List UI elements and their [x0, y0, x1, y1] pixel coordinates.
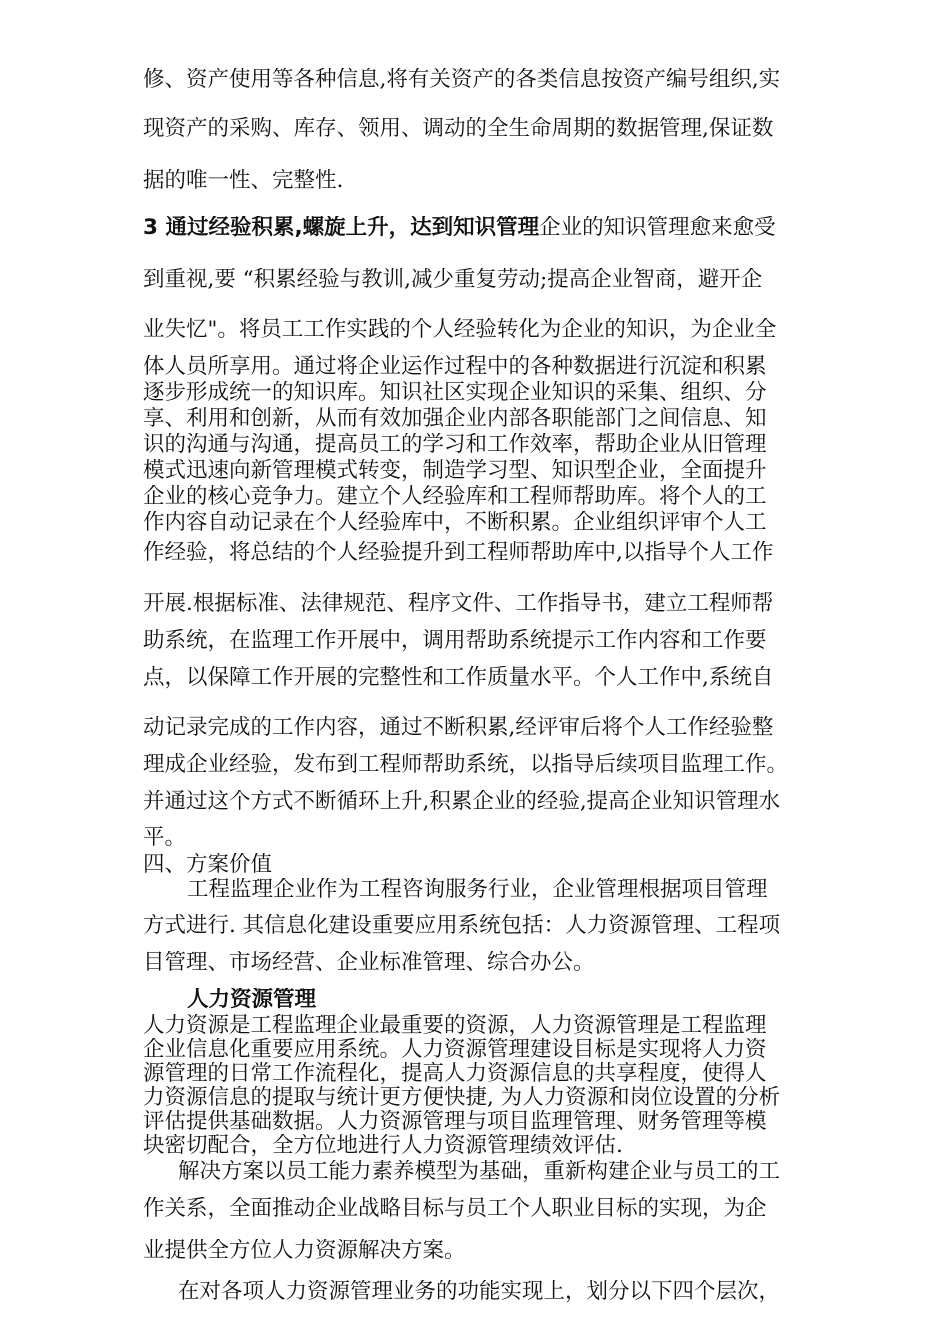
paragraph-line: 作内容自动记录在个人经验库中，不断积累。企业组织评审个人工 [143, 511, 767, 535]
paragraph-line: 企业信息化重要应用系统。人力资源管理建设目标是实现将人力资 [143, 1038, 767, 1062]
paragraph-line: 目管理、市场经营、企业标准管理、综合办公。 [143, 951, 595, 975]
paragraph-line: 解决方案以员工能力素养模型为基础，重新构建企业与员工的工 [178, 1160, 781, 1184]
paragraph-line: 评估提供基础数据。人力资源管理与项目监理管理、财务管理等模 [143, 1110, 767, 1134]
paragraph-line: 平。 [143, 826, 187, 850]
paragraph-line: 模式迅速向新管理模式转变，制造学习型、知识型企业，全面提升 [143, 459, 767, 483]
paragraph-line: 人力资源是工程监理企业最重要的资源，人力资源管理是工程监理 [143, 1014, 767, 1038]
paragraph-line: 逐步形成统一的知识库。知识社区实现企业知识的采集、组织、分 [143, 381, 767, 405]
paragraph-line: 现资产的采购、库存、领用、调动的全生命周期的数据管理,保证数 [143, 117, 774, 141]
paragraph-line: 理成企业经验，发布到工程师帮助系统，以指导后续项目监理工作。 [143, 753, 789, 777]
paragraph-line: 作经验，将总结的个人经验提升到工程师帮助库中,以指导个人工作 [143, 541, 774, 565]
paragraph-line: 修、资产使用等各种信息,将有关资产的各类信息按资产编号组织,实 [143, 68, 781, 92]
section-heading: 3 通过经验积累,螺旋上升，达到知识管理 [143, 216, 540, 240]
paragraph-line: 享、利用和创新，从而有效加强企业内部各职能部门之间信息、知 [143, 407, 767, 431]
paragraph-text: 企业的知识管理愈来愈受 [539, 216, 776, 240]
paragraph-line: 块密切配合，全方位地进行人力资源管理绩效评估. [143, 1134, 623, 1158]
paragraph-line: 到重视,要 “积累经验与教训,减少重复劳动;提高企业智商，避开企 [143, 268, 763, 292]
paragraph-line: 动记录完成的工作内容，通过不断积累,经评审后将个人工作经验整 [143, 716, 774, 740]
paragraph-line: 业失忆"。将员工工作实践的个人经验转化为企业的知识，为企业全 [143, 318, 777, 342]
paragraph-line: 开展.根据标准、法律规范、程序文件、工作指导书，建立工程师帮 [143, 592, 774, 616]
paragraph-line: 企业的核心竞争力。建立个人经验库和工程师帮助库。将个人的工 [143, 485, 767, 509]
subsection-title: 人力资源管理 [187, 988, 317, 1012]
section-heading-line [143, 216, 813, 240]
section-title: 四、方案价值 [143, 853, 273, 877]
paragraph-line: 在对各项人力资源管理业务的功能实现上，划分以下四个层次， [178, 1280, 781, 1304]
paragraph-line: 作关系，全面推动企业战略目标与员工个人职业目标的实现，为企 [143, 1197, 767, 1221]
paragraph-line: 力资源信息的提取与统计更方便快捷, 为人力资源和岗位设置的分析 [143, 1086, 781, 1110]
paragraph-line: 工程监理企业作为工程咨询服务行业，企业管理根据项目管理 [187, 878, 768, 902]
paragraph-line: 业提供全方位人力资源解决方案。 [143, 1239, 466, 1263]
paragraph-line: 识的沟通与沟通，提高员工的学习和工作效率，帮助企业从旧管理 [143, 433, 767, 457]
paragraph-line: 体人员所享用。通过将企业运作过程中的各种数据进行沉淀和积累 [143, 355, 767, 379]
paragraph-line: 并通过这个方式不断循环上升,积累企业的经验,提高企业知识管理水 [143, 790, 781, 814]
paragraph-line: 助系统，在监理工作开展中，调用帮助系统提示工作内容和工作要 [143, 629, 767, 653]
paragraph-line: 点，以保障工作开展的完整性和工作质量水平。个人工作中,系统自 [143, 666, 774, 690]
paragraph-line: 方式进行. 其信息化建设重要应用系统包括：人力资源管理、工程项 [143, 914, 781, 938]
paragraph-line: 据的唯一性、完整性. [143, 169, 344, 193]
paragraph-line: 源管理的日常工作流程化，提高人力资源信息的共享程度，使得人 [143, 1062, 767, 1086]
